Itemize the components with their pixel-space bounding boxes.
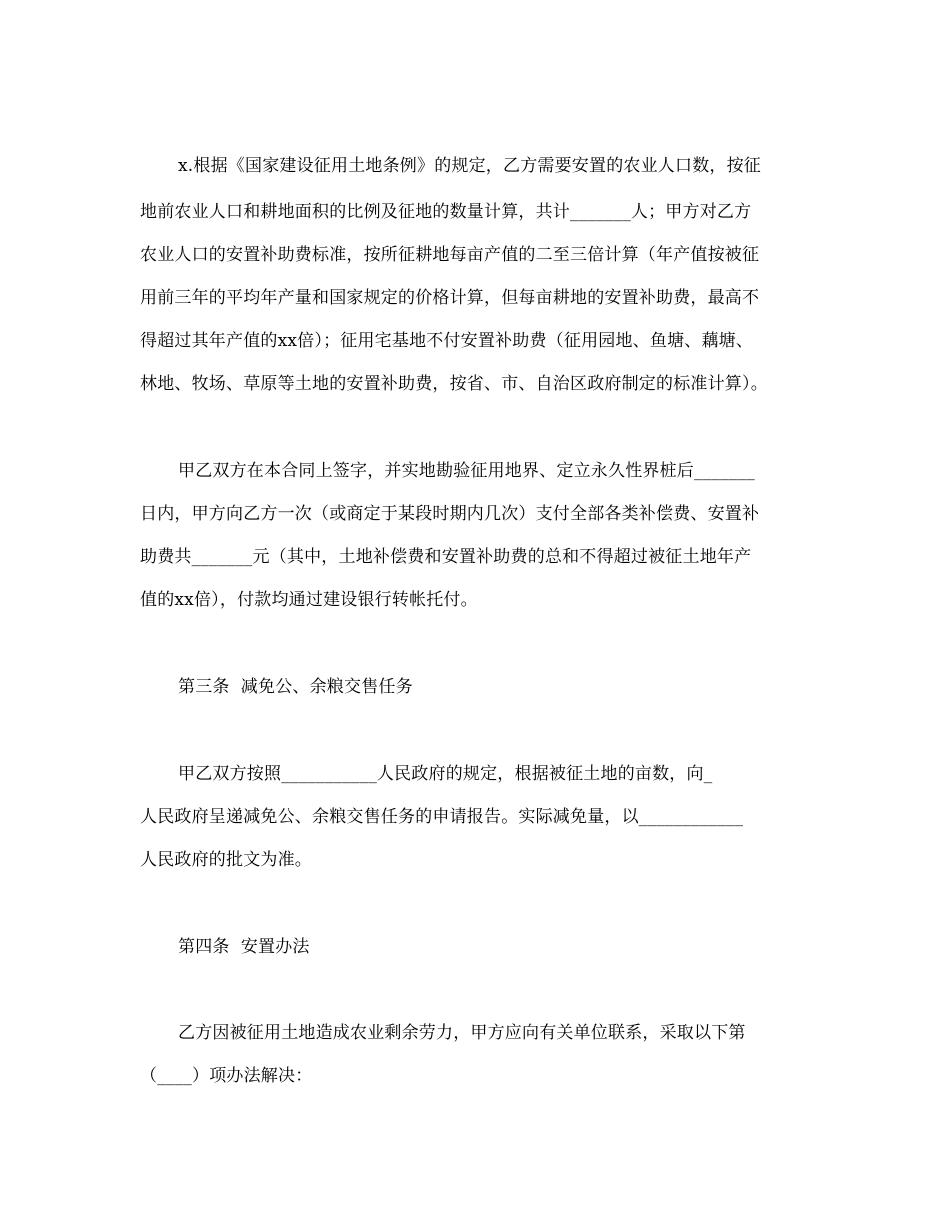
text-line: 甲乙双方在本合同上签字，并实地勘验征用地界、定立永久性界桩后_______ (178, 461, 755, 481)
text-line: 乙方因被征用土地造成农业剩余劳力，甲方应向有关单位联系，采取以下第 (178, 1023, 746, 1043)
text-line: 人民政府的批文为准。 (140, 850, 312, 870)
text-line: 得超过其年产值的xx倍）；征用宅基地不付安置补助费（征用园地、鱼塘、藕塘、 (140, 331, 754, 351)
text-line: 林地、牧场、草原等土地的安置补助费，按省、市、自治区政府制定的标准计算）。 (140, 374, 768, 394)
text-line: 农业人口的安置补助费标准，按所征耕地每亩产值的二至三倍计算（年产值按被征 (140, 245, 760, 265)
text-line: 值的xx倍），付款均通过建设银行转帐托付。 (140, 590, 478, 610)
text-line: （____）项办法解决： (140, 1066, 313, 1086)
text-line: 地前农业人口和耕地面积的比例及征地的数量计算，共计_______人；甲方对乙方 (140, 202, 752, 222)
text-line: 用前三年的平均年产量和国家规定的价格计算，但每亩耕地的安置补助费，最高不 (140, 288, 760, 308)
text-line: 助费共_______元（其中，土地补偿费和安置补助费的总和不得超过被征土地年产 (140, 547, 752, 567)
text-line: x.根据《国家建设征用土地条例》的规定，乙方需要安置的农业人口数，按征 (178, 156, 761, 176)
text-line: 日内，甲方向乙方一次（或商定于某段时期内几次）支付全部各类补偿费、安置补 (140, 504, 760, 524)
section-heading-article-3: 第三条 减免公、余粮交售任务 (178, 677, 413, 697)
text-line: 人民政府呈递减免公、余粮交售任务的申请报告。实际减免量，以____________ (140, 807, 744, 827)
text-line: 甲乙双方按照___________人民政府的规定，根据被征土地的亩数，向_ (178, 764, 713, 784)
section-heading-article-4: 第四条 安置办法 (178, 937, 310, 957)
